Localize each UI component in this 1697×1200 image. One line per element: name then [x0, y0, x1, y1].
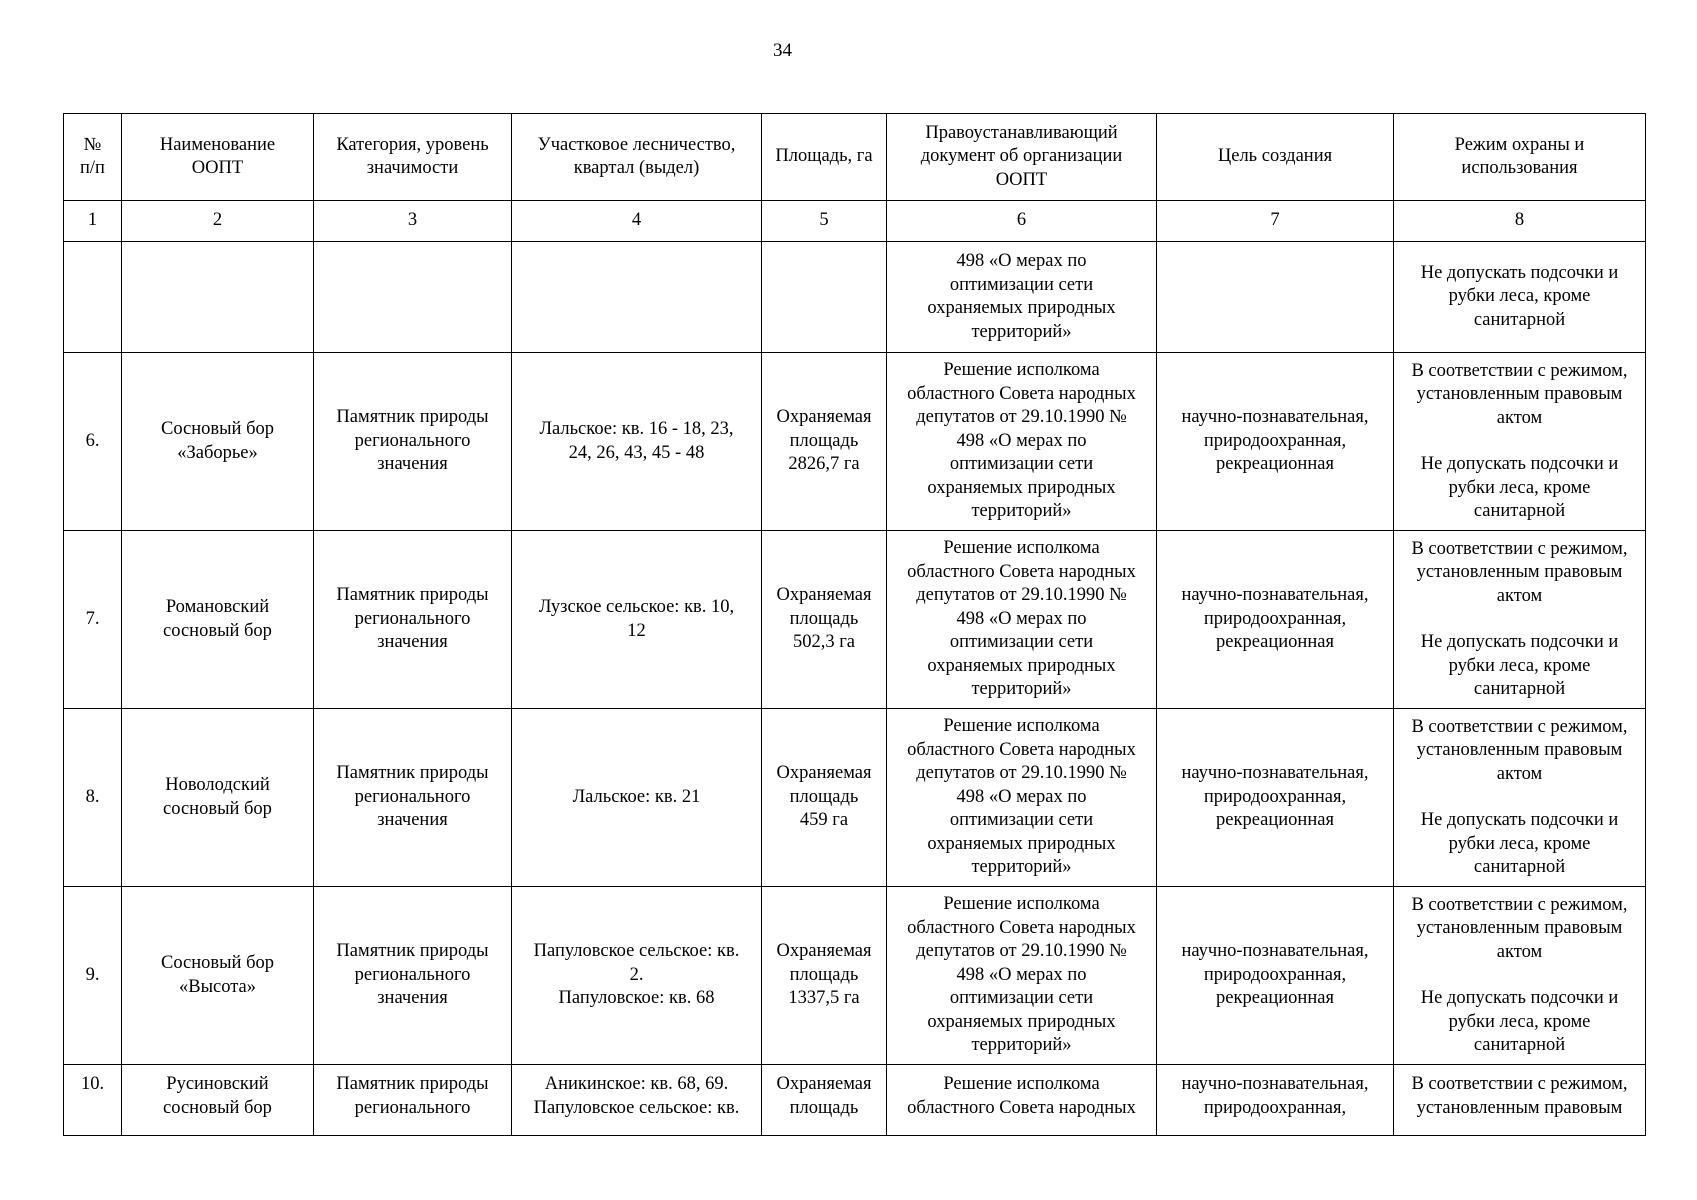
forestry-cell: Аникинское: кв. 68, 69. Папуловское сельское: кв.: [512, 1065, 762, 1136]
row-number-cell: 6.: [64, 353, 122, 531]
column-number-cell: 1: [64, 201, 122, 242]
col-header-forestry: Участковое лесничество, квартал (выдел): [512, 114, 762, 201]
column-number-cell: 3: [314, 201, 512, 242]
column-number-cell: 5: [762, 201, 887, 242]
column-number-cell: 8: [1394, 201, 1646, 242]
column-number-cell: 4: [512, 201, 762, 242]
area-cell: Охраняемая площадь 2826,7 га: [762, 353, 887, 531]
page-number: 34: [773, 40, 792, 61]
header-row: [64, 114, 1646, 201]
column-number-cell: 2: [122, 201, 314, 242]
table-row: [64, 531, 1646, 709]
category-cell: Памятник природы регионального: [314, 1065, 512, 1136]
empty-cell: [762, 242, 887, 353]
col-header-area: Площадь, га: [762, 114, 887, 201]
continuation-row: [64, 242, 1646, 353]
row-number-cell: 7.: [64, 531, 122, 709]
regime-cell: [1394, 353, 1646, 531]
category-cell: Памятник природы регионального значения: [314, 353, 512, 531]
col-header-regime: Режим охраны и использования: [1394, 114, 1646, 201]
area-cell: Охраняемая площадь 459 га: [762, 709, 887, 887]
name-cell: Сосновый бор «Заборье»: [122, 353, 314, 531]
regime-gap: [1400, 608, 1639, 631]
area-cell: Охраняемая площадь: [762, 1065, 887, 1136]
empty-cell: [122, 242, 314, 353]
regime-cell: Не допускать подсочки и рубки леса, кроме санитарной: [1394, 242, 1646, 353]
col-header-purpose: Цель создания: [1157, 114, 1394, 201]
purpose-cell: научно-познавательная, природоохранная, рекреационная: [1157, 709, 1394, 887]
column-number-cell: 7: [1157, 201, 1394, 242]
category-cell: Памятник природы регионального значения: [314, 531, 512, 709]
empty-cell: [64, 242, 122, 353]
row-number-cell: 8.: [64, 709, 122, 887]
row-number-cell: 10.: [64, 1065, 122, 1136]
column-numbers-row: [64, 201, 1646, 242]
category-cell: Памятник природы регионального значения: [314, 709, 512, 887]
name-cell: Сосновый бор «Высота»: [122, 887, 314, 1065]
regime-gap: [1400, 430, 1639, 453]
purpose-cell: научно-познавательная, природоохранная,: [1157, 1065, 1394, 1136]
table-row: [64, 887, 1646, 1065]
col-header-document: Правоустанавливающий документ об организации ООПТ: [887, 114, 1157, 201]
empty-cell: [1157, 242, 1394, 353]
col-header-category: Категория, уровень значимости: [314, 114, 512, 201]
purpose-cell: научно-познавательная, природоохранная, рекреационная: [1157, 531, 1394, 709]
column-number-cell: 6: [887, 201, 1157, 242]
forestry-cell: Лальское: кв. 16 - 18, 23, 24, 26, 43, 45 - 48: [512, 353, 762, 531]
protected-areas-table: [63, 113, 1646, 1136]
empty-cell: [314, 242, 512, 353]
purpose-cell: научно-познавательная, природоохранная, рекреационная: [1157, 353, 1394, 531]
empty-cell: [512, 242, 762, 353]
name-cell: Романовский сосновый бор: [122, 531, 314, 709]
regime-text-2: Не допускать подсочки и рубки леса, кроме санитарной: [1420, 810, 1619, 877]
document-cell: 498 «О мерах по оптимизации сети охраняемых природных территорий»: [887, 242, 1157, 353]
regime-text-1: В соответствии с режимом, установленным правовым актом: [1411, 716, 1628, 784]
document-cell: Решение исполкома областного Совета народных депутатов от 29.10.1990 № 498 «О мерах по оптимизации сети охраняемых природных территорий»: [887, 709, 1157, 887]
regime-cell: [1394, 531, 1646, 709]
regime-gap: [1400, 964, 1639, 987]
table-row: [64, 709, 1646, 887]
regime-text-2: Не допускать подсочки и рубки леса, кроме санитарной: [1420, 454, 1619, 521]
regime-cell: [1394, 887, 1646, 1065]
regime-text-1: В соответствии с режимом, установленным правовым актом: [1411, 360, 1628, 428]
regime-text-2: Не допускать подсочки и рубки леса, кроме санитарной: [1420, 988, 1619, 1055]
regime-gap: [1400, 786, 1639, 809]
document-cell: Решение исполкома областного Совета народных депутатов от 29.10.1990 № 498 «О мерах по оптимизации сети охраняемых природных территорий»: [887, 531, 1157, 709]
name-cell: Русиновский сосновый бор: [122, 1065, 314, 1136]
regime-cell: В соответствии с режимом, установленным правовым: [1394, 1065, 1646, 1136]
forestry-cell: Лальское: кв. 21: [512, 709, 762, 887]
table-row: [64, 1065, 1646, 1136]
area-cell: Охраняемая площадь 502,3 га: [762, 531, 887, 709]
regime-text-1: В соответствии с режимом, установленным правовым актом: [1411, 538, 1628, 606]
area-cell: Охраняемая площадь 1337,5 га: [762, 887, 887, 1065]
name-cell: Новолодский сосновый бор: [122, 709, 314, 887]
col-header-name: Наименование ООПТ: [122, 114, 314, 201]
regime-cell: [1394, 709, 1646, 887]
document-cell: Решение исполкома областного Совета народных депутатов от 29.10.1990 № 498 «О мерах по оптимизации сети охраняемых природных территорий»: [887, 887, 1157, 1065]
category-cell: Памятник природы регионального значения: [314, 887, 512, 1065]
regime-text-1: В соответствии с режимом, установленным правовым актом: [1411, 894, 1628, 962]
purpose-cell: научно-познавательная, природоохранная, рекреационная: [1157, 887, 1394, 1065]
table-row: [64, 353, 1646, 531]
row-number-cell: 9.: [64, 887, 122, 1065]
document-cell: Решение исполкома областного Совета народных депутатов от 29.10.1990 № 498 «О мерах по оптимизации сети охраняемых природных территорий»: [887, 353, 1157, 531]
forestry-cell: Лузское сельское: кв. 10, 12: [512, 531, 762, 709]
regime-text-2: Не допускать подсочки и рубки леса, кроме санитарной: [1420, 632, 1619, 699]
forestry-cell: Папуловское сельское: кв. 2. Папуловское: кв. 68: [512, 887, 762, 1065]
document-cell: Решение исполкома областного Совета народных: [887, 1065, 1157, 1136]
col-header-number: № п/п: [64, 114, 122, 201]
